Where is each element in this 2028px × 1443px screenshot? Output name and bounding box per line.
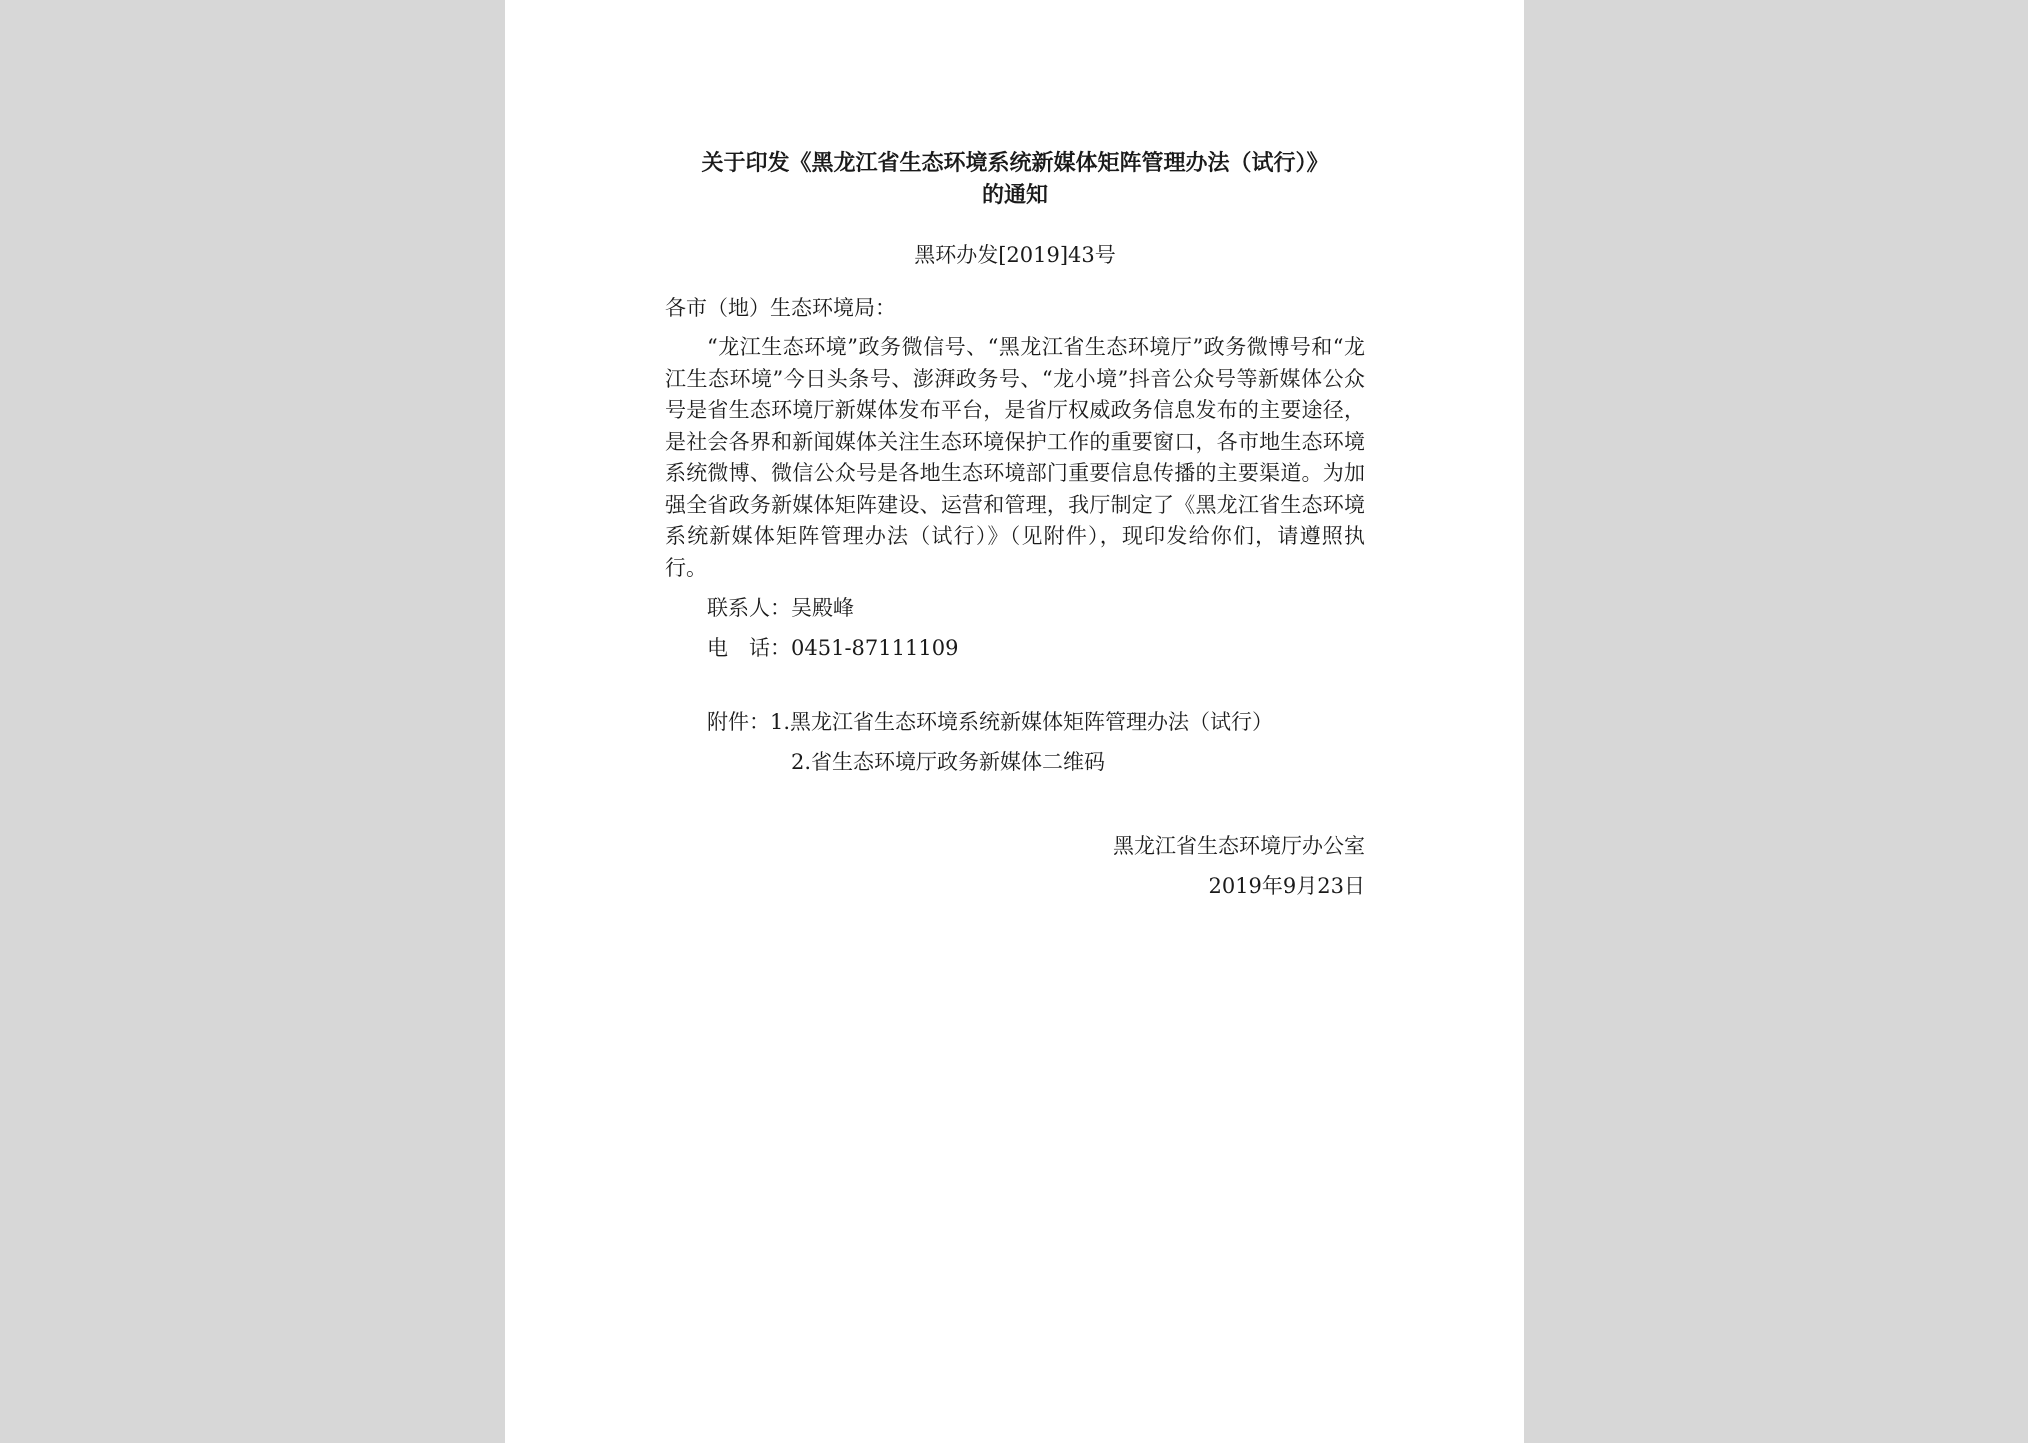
- contact-phone: 电 话：0451-87111109: [707, 636, 959, 660]
- issue-date: 2019年9月23日: [1208, 874, 1365, 898]
- document-page: [505, 0, 1524, 1443]
- document-title: [665, 148, 1365, 212]
- attachment-item-1: 附件：1.黑龙江省生态环境系统新媒体矩阵管理办法（试行）: [707, 710, 1274, 734]
- signoff-block: [665, 830, 1365, 902]
- document-content: [665, 148, 1365, 902]
- issuer-name: 黑龙江省生态环境厅办公室: [1113, 834, 1365, 858]
- attachment-item-2: 2.省生态环境厅政务新媒体二维码: [791, 750, 1106, 774]
- body-paragraph: “龙江生态环境”政务微信号、“黑龙江省生态环境厅”政务微博号和“龙江生态环境”今日头条号、澎湃政务号、“龙小境”抖音公众号等新媒体公众号是省生态环境厅新媒体发布平台，是省厅权威政务信息发布的主要途径，是社会各界和新闻媒体关注生态环境保护工作的重要窗口，各市地生态环境系统微博、微信公众号是各地生态环境部门重要信息传播的主要渠道。为加强全省政务新媒体矩阵建设、运营和管理，我厅制定了《黑龙江省生态环境系统新媒体矩阵管理办法（试行）》（见附件），现印发给你们，请遵照执行。: [665, 335, 1365, 580]
- title-line-2: 的通知: [981, 183, 1048, 208]
- title-line-1: 关于印发《黑龙江省生态环境系统新媒体矩阵管理办法（试行）》: [701, 151, 1329, 176]
- contact-person: 联系人：吴殿峰: [707, 596, 854, 620]
- attachments: [665, 706, 1365, 778]
- document-number: 黑环办发[2019]43号: [914, 243, 1116, 267]
- salutation: 各市（地）生态环境局：: [665, 296, 896, 320]
